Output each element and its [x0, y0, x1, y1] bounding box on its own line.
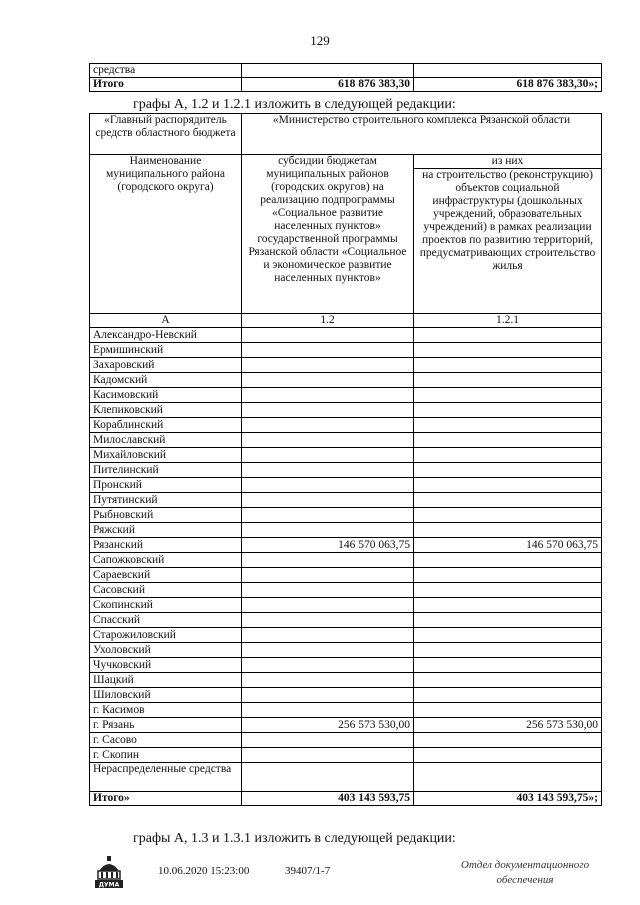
value-12 [242, 448, 414, 463]
table-row [90, 613, 602, 628]
table-row [90, 478, 602, 493]
table-row [90, 598, 602, 613]
table-row [90, 673, 602, 688]
value-12 [242, 508, 414, 523]
footer-dept-line1: Отдел документационного [460, 859, 590, 871]
district-name: Касимовский [90, 388, 242, 403]
duma-logo-icon [93, 855, 125, 889]
table-row [90, 553, 602, 568]
table-row [90, 643, 602, 658]
district-name: Спасский [90, 613, 242, 628]
value-121 [414, 478, 602, 493]
page-number: 129 [310, 33, 330, 48]
district-name: Ермишинский [90, 343, 242, 358]
value-12 [242, 733, 414, 748]
header-row-columns [90, 155, 602, 169]
footer-department [450, 858, 600, 888]
value-121 [414, 733, 602, 748]
table-row [90, 703, 602, 718]
value-121 [414, 463, 602, 478]
value-121 [414, 628, 602, 643]
row-value-1 [242, 64, 414, 78]
value-12 [242, 598, 414, 613]
district-name: Михайловский [90, 448, 242, 463]
value-12 [242, 388, 414, 403]
table-row [90, 343, 602, 358]
value-121 [414, 328, 602, 343]
value-121 [414, 568, 602, 583]
value-12 [242, 358, 414, 373]
footer-date: 10.06.2020 15:23:00 [158, 865, 250, 877]
district-name: Сараевский [90, 568, 242, 583]
district-name: Пронский [90, 478, 242, 493]
table-row [90, 358, 602, 373]
district-name: Рязанский [90, 538, 242, 553]
table-row [90, 64, 602, 78]
table-row [90, 688, 602, 703]
header-distributor: «Главный распорядитель средств областного бюджета [90, 114, 242, 155]
value-12 [242, 523, 414, 538]
district-name: Сапожковский [90, 553, 242, 568]
value-12 [242, 748, 414, 763]
table-row [90, 448, 602, 463]
district-name: Ряжский [90, 523, 242, 538]
table-row [90, 403, 602, 418]
total-label: Итого» [90, 792, 242, 806]
table-row [90, 568, 602, 583]
value-121 [414, 448, 602, 463]
table-row [90, 628, 602, 643]
budget-table [89, 113, 602, 806]
district-name: Старожиловский [90, 628, 242, 643]
col-a-label: А [90, 314, 242, 328]
district-name: Путятинский [90, 493, 242, 508]
value-121 [414, 748, 602, 763]
header-row-distributor [90, 114, 602, 155]
table-row [90, 78, 602, 92]
total-label: Итого [90, 78, 242, 92]
value-12 [242, 478, 414, 493]
value-12 [242, 688, 414, 703]
value-12 [242, 658, 414, 673]
district-name: Сасовский [90, 583, 242, 598]
value-12 [242, 583, 414, 598]
district-name: Александро-Невский [90, 328, 242, 343]
district-name: г. Скопин [90, 748, 242, 763]
value-121 [414, 373, 602, 388]
footer-reg-number: 39407/1-7 [285, 865, 331, 877]
value-12 [242, 418, 414, 433]
district-rows [90, 328, 602, 763]
value-12: 146 570 063,75 [242, 538, 414, 553]
value-121 [414, 523, 602, 538]
header-district: Наименование муниципального района (городского округа) [90, 155, 242, 314]
district-name: Кораблинский [90, 418, 242, 433]
col-12-label: 1.2 [242, 314, 414, 328]
table-row [90, 433, 602, 448]
value-12 [242, 568, 414, 583]
col-121-label: 1.2.1 [414, 314, 602, 328]
district-name: г. Сасово [90, 733, 242, 748]
value-12 [242, 703, 414, 718]
value-121 [414, 403, 602, 418]
value-12 [242, 673, 414, 688]
table-row [90, 658, 602, 673]
value-121 [414, 553, 602, 568]
district-name: Ухоловский [90, 643, 242, 658]
unallocated-label: Нераспределенные средства [90, 763, 242, 792]
row-label: средства [90, 64, 242, 78]
table-row [90, 583, 602, 598]
district-name: Шиловский [90, 688, 242, 703]
value-12 [242, 628, 414, 643]
value-121 [414, 658, 602, 673]
value-12 [242, 463, 414, 478]
value-12 [242, 403, 414, 418]
intro-text: графы А, 1.2 и 1.2.1 изложить в следующей редакции: [133, 97, 456, 112]
district-name: Милославский [90, 433, 242, 448]
district-name: Скопинский [90, 598, 242, 613]
table-row [90, 523, 602, 538]
header-of-them: из них [414, 155, 602, 169]
value-12 [242, 613, 414, 628]
value-121 [414, 643, 602, 658]
value-12 [242, 553, 414, 568]
footer-dept-line2: обеспечения [496, 874, 554, 886]
value-121: 146 570 063,75 [414, 538, 602, 553]
table-row [90, 418, 602, 433]
value-12 [242, 433, 414, 448]
intro-text-2: графы А, 1.3 и 1.3.1 изложить в следующей редакции: [133, 831, 456, 846]
previous-table-fragment [89, 63, 602, 92]
district-name: Шацкий [90, 673, 242, 688]
table-row [90, 508, 602, 523]
table-row [90, 718, 602, 733]
total-121: 403 143 593,75»; [414, 792, 602, 806]
district-name: Клепиковский [90, 403, 242, 418]
table-row [90, 463, 602, 478]
district-name: Пителинский [90, 463, 242, 478]
table-row [90, 538, 602, 553]
value-121 [414, 358, 602, 373]
logo-text: ДУМА [98, 881, 120, 889]
value-121 [414, 583, 602, 598]
district-name: Чучковский [90, 658, 242, 673]
value-12 [242, 493, 414, 508]
value-121 [414, 388, 602, 403]
district-name: г. Рязань [90, 718, 242, 733]
value-12 [242, 328, 414, 343]
total-row [90, 792, 602, 806]
table-row [90, 493, 602, 508]
table-row [90, 373, 602, 388]
total-12: 403 143 593,75 [242, 792, 414, 806]
value-121 [414, 433, 602, 448]
value-12: 256 573 530,00 [242, 718, 414, 733]
table-row [90, 388, 602, 403]
district-name: Кадомский [90, 373, 242, 388]
total-value-1: 618 876 383,30 [242, 78, 414, 92]
value-121 [414, 493, 602, 508]
district-name: Захаровский [90, 358, 242, 373]
value-12 [242, 643, 414, 658]
value-121 [414, 343, 602, 358]
district-name: г. Касимов [90, 703, 242, 718]
column-number-row [90, 314, 602, 328]
unallocated-row [90, 763, 602, 792]
header-subsidy: субсидии бюджетам муниципальных районов (городских округов) на реализацию подпрограммы «Социальное развитие населенных пунктов» государственной программы Рязанской области «Социальное и экономическое развитие населенных пунктов» [242, 155, 414, 314]
header-ministry: «Министерство строительного комплекса Рязанской области [242, 114, 602, 155]
value-12 [242, 343, 414, 358]
value-121: 256 573 530,00 [414, 718, 602, 733]
value-121 [414, 703, 602, 718]
value-121 [414, 613, 602, 628]
table-row [90, 328, 602, 343]
table-row [90, 748, 602, 763]
value-12 [242, 373, 414, 388]
value-121 [414, 688, 602, 703]
row-value-2 [414, 64, 602, 78]
total-value-2: 618 876 383,30»; [414, 78, 602, 92]
value-121 [414, 418, 602, 433]
district-name: Рыбновский [90, 508, 242, 523]
value-121 [414, 598, 602, 613]
value-121 [414, 673, 602, 688]
table-row [90, 733, 602, 748]
header-construction: на строительство (реконструкцию) объектов социальной инфраструктуры (дошкольных учреждений, образовательных учреждений) в рамках реализации проектов по развитию территорий, предусматривающих строительство жилья [414, 169, 602, 314]
value-121 [414, 508, 602, 523]
